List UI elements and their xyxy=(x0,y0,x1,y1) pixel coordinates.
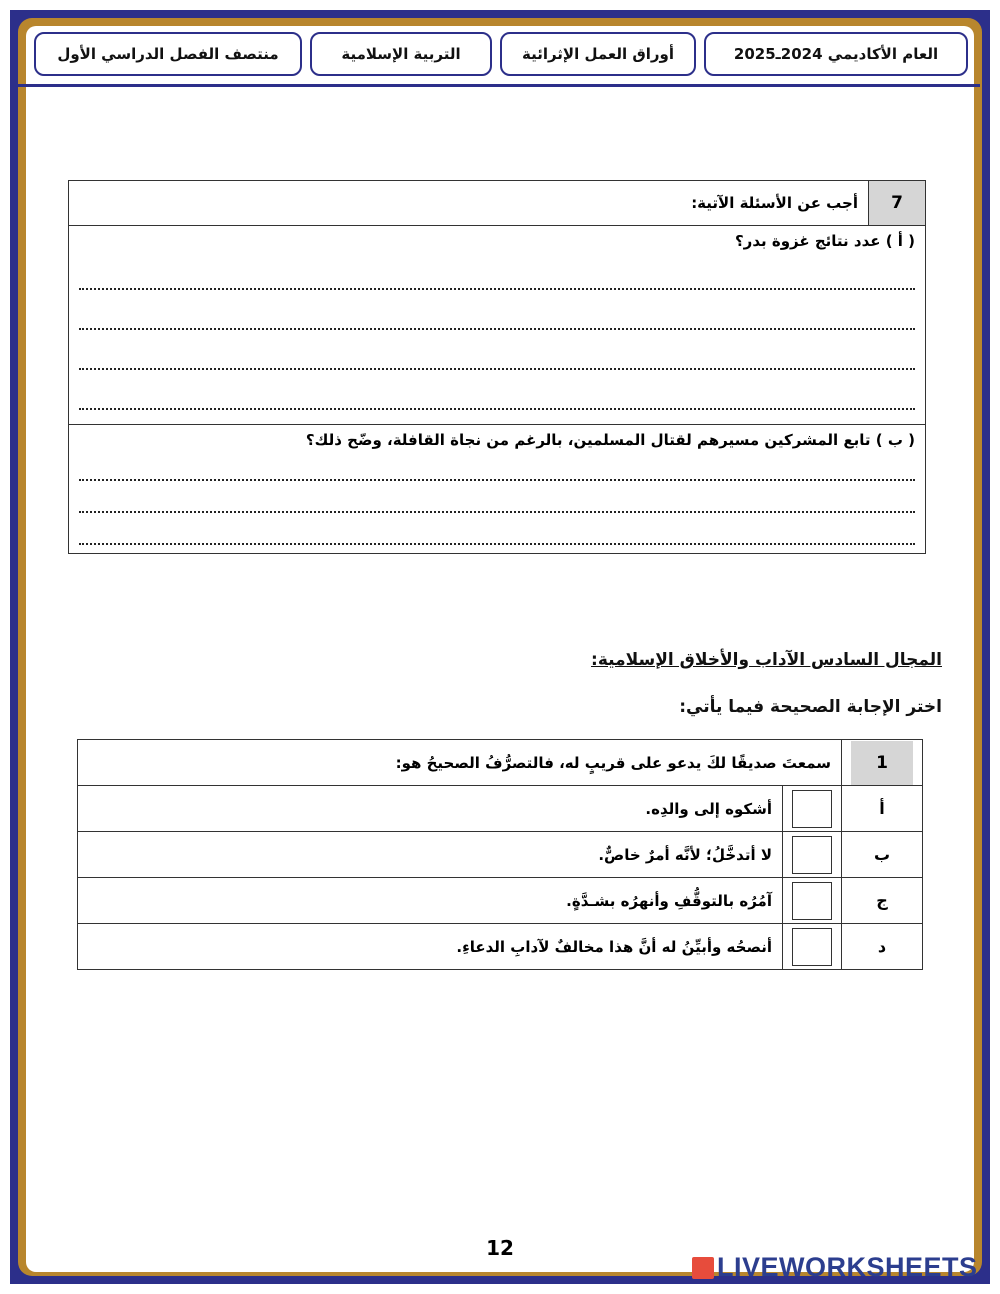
part-b-question: ( ب ) تابع المشركين مسيرهم لقتال المسلمين، بالرغم من نجاة القافلة، وضّح ذلك؟ xyxy=(305,431,915,449)
answer-line[interactable] xyxy=(79,487,915,513)
question-title: أجب عن الأسئلة الآتية: xyxy=(69,181,869,226)
header-subject: التربية الإسلامية xyxy=(310,32,492,76)
answer-line[interactable] xyxy=(79,376,915,410)
option-checkbox-cell xyxy=(783,878,842,924)
header-academic-year: العام الأكاديمي 2024ـ2025 xyxy=(704,32,968,76)
answer-line[interactable] xyxy=(79,296,915,330)
option-text: لا أتدخَّلُ؛ لأنَّه أمرٌ خاصٌّ. xyxy=(78,832,783,878)
option-letter: ب xyxy=(842,832,923,878)
header-term: منتصف الفصل الدراسي الأول xyxy=(34,32,302,76)
section-heading: المجال السادس الآداب والأخلاق الإسلامية: xyxy=(591,650,942,670)
logo-cube-icon xyxy=(692,1257,714,1279)
question-7-table xyxy=(68,180,926,554)
answer-line[interactable] xyxy=(79,455,915,481)
option-checkbox-cell xyxy=(783,924,842,970)
option-letter: د xyxy=(842,924,923,970)
option-checkbox[interactable] xyxy=(792,882,832,920)
part-a-cell xyxy=(69,226,926,425)
logo-text: LIVEWORKSHEETS xyxy=(717,1252,978,1282)
option-text: أنصحُه وأبيِّنُ له أنَّ هذا مخالفٌ لآدابِ الدعاءِ. xyxy=(78,924,783,970)
option-text: آمُرُه بالتوقُّفِ وأنهرُه بشـدَّةٍ. xyxy=(78,878,783,924)
answer-line[interactable] xyxy=(79,256,915,290)
header-worksheets: أوراق العمل الإثرائية xyxy=(500,32,696,76)
option-checkbox-cell xyxy=(783,832,842,878)
option-checkbox[interactable] xyxy=(792,790,832,828)
liveworksheets-logo xyxy=(692,1252,978,1283)
mcq-stem: سمعتَ صديقًا لكَ يدعو على قريبٍ له، فالتصرُّفُ الصحيحُ هو: xyxy=(78,740,842,786)
option-text: أشكوه إلى والدِه. xyxy=(78,786,783,832)
part-a-question: ( أ ) عدد نتائج غزوة بدر؟ xyxy=(734,232,915,250)
page-number: 12 xyxy=(486,1236,514,1260)
option-checkbox[interactable] xyxy=(792,928,832,966)
header-divider xyxy=(10,84,980,87)
mcq-number-cell xyxy=(842,740,923,786)
option-checkbox-cell xyxy=(783,786,842,832)
option-letter: ج xyxy=(842,878,923,924)
mcq-number: 1 xyxy=(851,741,913,785)
option-checkbox[interactable] xyxy=(792,836,832,874)
answer-line[interactable] xyxy=(79,336,915,370)
question-number: 7 xyxy=(869,181,926,226)
option-letter: أ xyxy=(842,786,923,832)
mcq-table xyxy=(77,739,923,970)
part-b-cell xyxy=(69,425,926,554)
section-instruction: اختر الإجابة الصحيحة فيما يأتي: xyxy=(679,697,942,717)
answer-line[interactable] xyxy=(79,519,915,545)
